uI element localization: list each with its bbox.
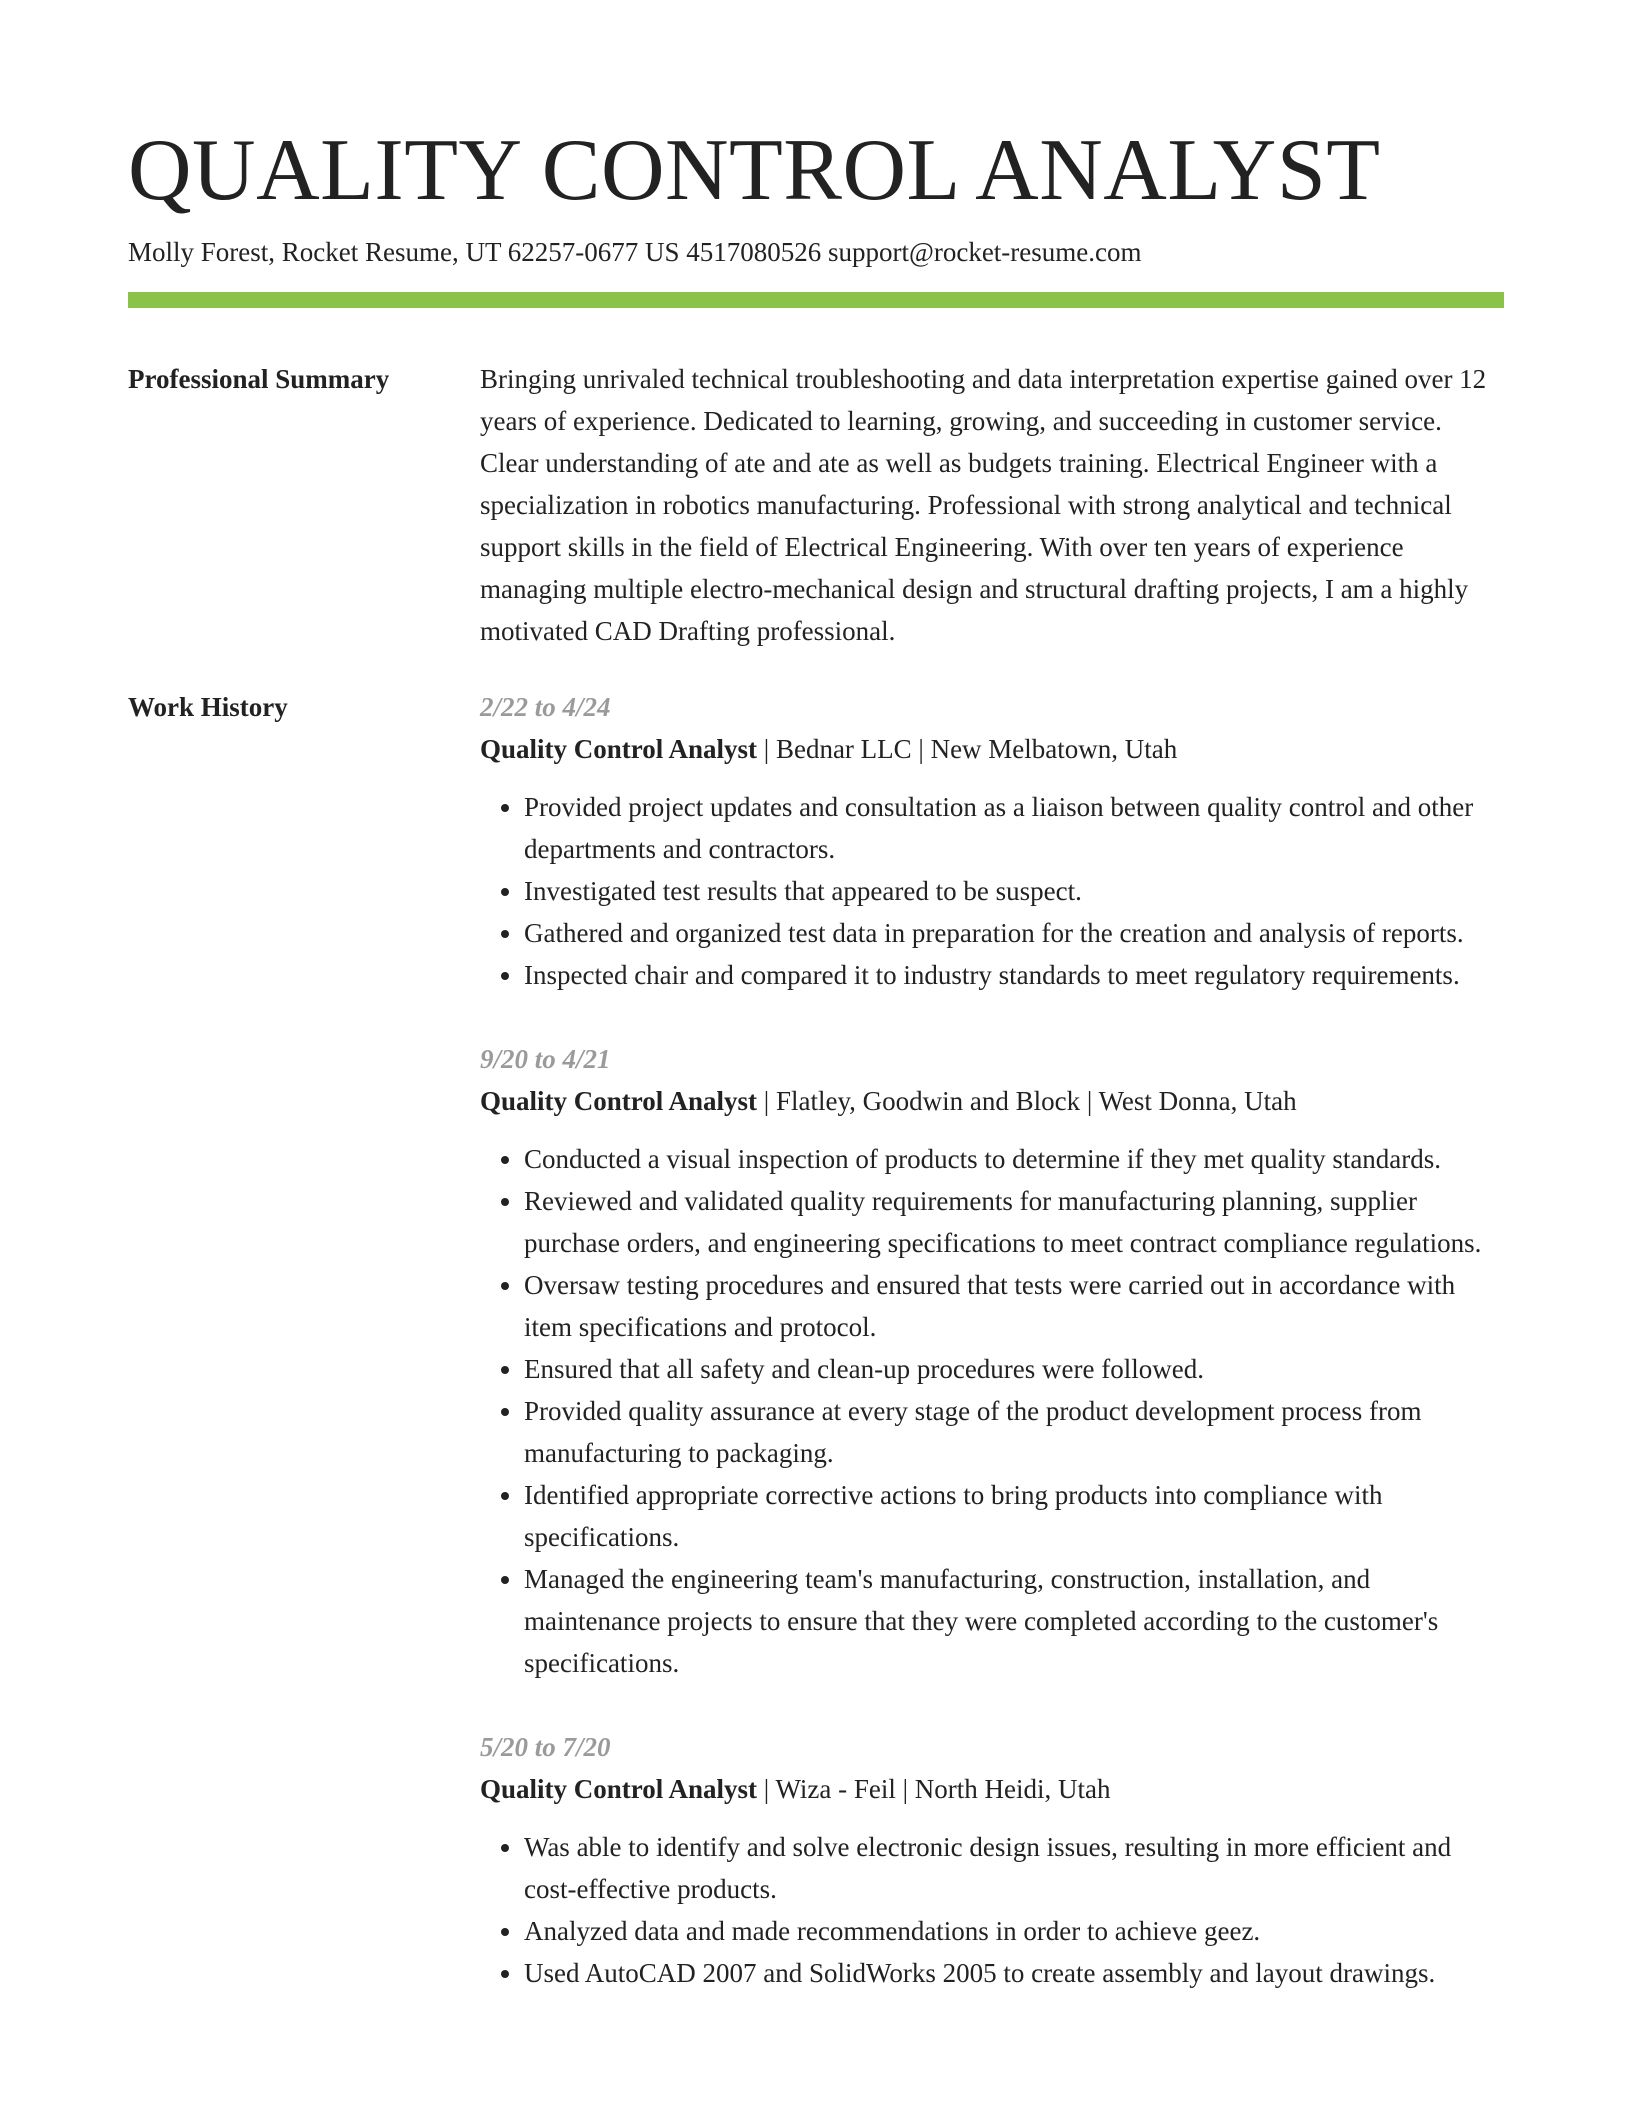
- job-entry: [480, 1726, 1504, 1994]
- job-title: Quality Control Analyst: [480, 1774, 758, 1804]
- job-bullet: • Oversaw testing procedures and ensured that tests were carried out in accordance with item specifications and protocol.: [524, 1264, 1504, 1348]
- job-bullet: • Inspected chair and compared it to industry standards to meet regulatory requirements.: [524, 954, 1504, 996]
- work-history-section: [128, 686, 1504, 2036]
- contact-info: Molly Forest, Rocket Resume, UT 62257-0677 US 4517080526 support@rocket-resume.com: [128, 237, 1142, 267]
- job-employer-location: | Bednar LLC | New Melbatown, Utah: [757, 734, 1178, 764]
- job-bullet: • Ensured that all safety and clean-up procedures were followed.: [524, 1348, 1504, 1390]
- section-label-work: Work History: [128, 692, 288, 722]
- job-title: Quality Control Analyst: [480, 1086, 758, 1116]
- job-dates: 2/22 to 4/24: [480, 692, 611, 722]
- job-bullet: • Conducted a visual inspection of products to determine if they met quality standards.: [524, 1138, 1504, 1180]
- job-dates: 5/20 to 7/20: [480, 1732, 611, 1762]
- header-divider: [128, 292, 1504, 308]
- job-bullet-list: [480, 1826, 1504, 1994]
- job-bullet-list: [480, 786, 1504, 996]
- job-entry: [480, 686, 1504, 996]
- job-bullet: • Identified appropriate corrective actions to bring products into compliance with specifications.: [524, 1474, 1504, 1558]
- work-history-list: [480, 686, 1504, 2036]
- job-dates: 9/20 to 4/21: [480, 1044, 611, 1074]
- job-bullet: • Provided quality assurance at every stage of the product development process from manufacturing to packaging.: [524, 1390, 1504, 1474]
- job-bullet: • Investigated test results that appeared to be suspect.: [524, 870, 1504, 912]
- job-bullet: • Gathered and organized test data in preparation for the creation and analysis of reports.: [524, 912, 1504, 954]
- job-entry: [480, 1038, 1504, 1684]
- job-bullet: • Reviewed and validated quality requirements for manufacturing planning, supplier purchase orders, and engineering specifications to meet contract compliance regulations.: [524, 1180, 1504, 1264]
- job-title-line: [480, 1768, 1504, 1810]
- job-bullet-list: [480, 1138, 1504, 1684]
- section-label-summary: Professional Summary: [128, 364, 390, 394]
- resume-page: [128, 0, 1504, 2036]
- professional-summary-section: [128, 358, 1504, 652]
- job-bullet: • Provided project updates and consultation as a liaison between quality control and other departments and contractors.: [524, 786, 1504, 870]
- resume-title: QUALITY CONTROL ANALYST: [128, 122, 1381, 219]
- job-title-line: [480, 728, 1504, 770]
- job-title: Quality Control Analyst: [480, 734, 758, 764]
- job-employer-location: | Flatley, Goodwin and Block | West Donna, Utah: [757, 1086, 1297, 1116]
- job-title-line: [480, 1080, 1504, 1122]
- job-bullet: • Used AutoCAD 2007 and SolidWorks 2005 to create assembly and layout drawings.: [524, 1952, 1504, 1994]
- summary-text: Bringing unrivaled technical troubleshooting and data interpretation expertise gained over 12 years of experience. Dedicated to learning, growing, and succeeding in customer service. Clear understanding of ate and ate as well as budgets training. Electrical Engineer with a specialization in robotics manufacturing. Professional with strong analytical and technical support skills in the field of Electrical Engineering. With over ten years of experience managing multiple electro-mechanical design and structural drafting projects, I am a highly motivated CAD Drafting professional.: [480, 364, 1487, 646]
- job-bullet: • Analyzed data and made recommendations in order to achieve geez.: [524, 1910, 1504, 1952]
- job-bullet: • Was able to identify and solve electronic design issues, resulting in more efficient and cost-effective products.: [524, 1826, 1504, 1910]
- job-bullet: • Managed the engineering team's manufacturing, construction, installation, and maintenance projects to ensure that they were completed according to the customer's specifications.: [524, 1558, 1504, 1684]
- job-employer-location: | Wiza - Feil | North Heidi, Utah: [757, 1774, 1111, 1804]
- summary-body: [480, 358, 1504, 652]
